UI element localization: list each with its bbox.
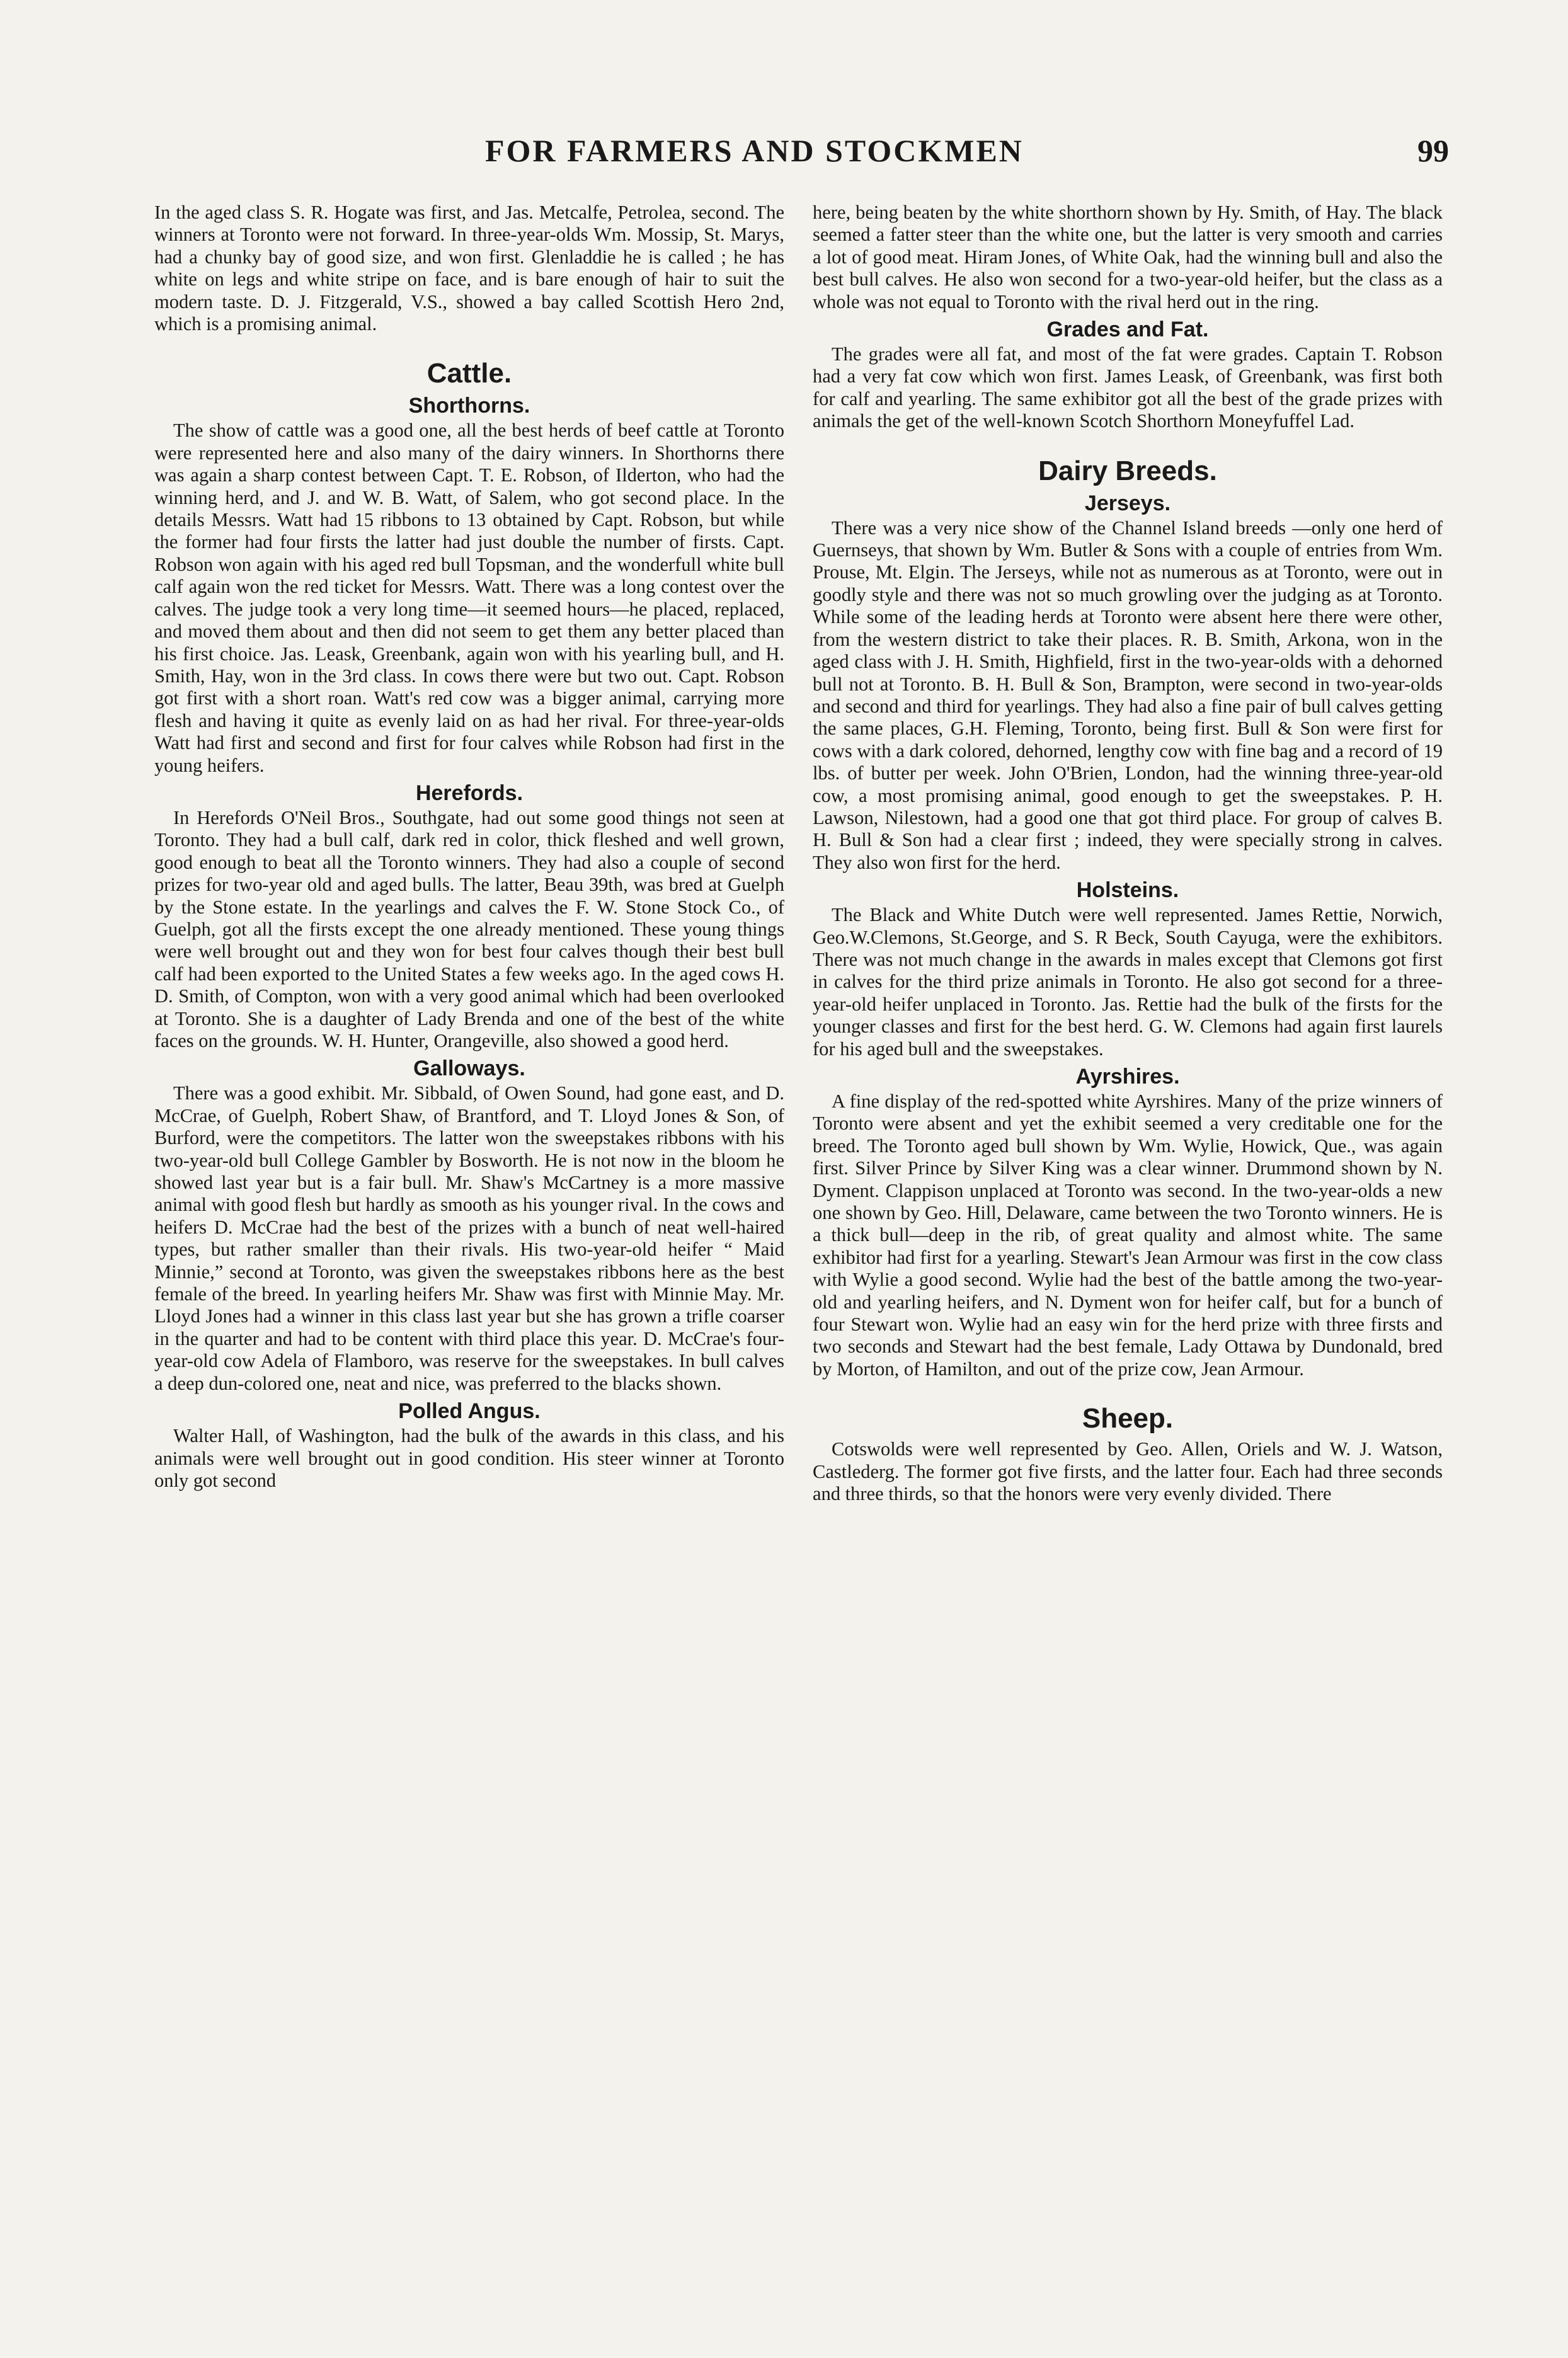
heading-holsteins: Holsteins.: [1076, 878, 1179, 903]
paragraph-polled-angus-continued: here, being beaten by the white shorthorn shown by Hy. Smith, of Hay. The black seemed a fatter steer than the white one, but the latter is very smooth and carries a lot of good meat. Hiram Jones, of White Oak, had the winning bull and also the best bull calves. He also won second for a two-year-old heifer, but the class as a whole was not equal to Toronto with the rival herd out in the ring.: [813, 202, 1443, 312]
paragraph-holsteins: The Black and White Dutch were well represented. James Rettie, Norwich, Geo.W.Clemons, St.George, and S. R Beck, South Cayuga, were the exhibitors. There was not much change in the awards in males except that Clemons got first in calves for the third prize animals in Toronto. He also got second for a three-year-old heifer unplaced in Toronto. Jas. Rettie had the bulk of the firsts for the younger classes and first for the best herd. G. W. Clemons had again first laurels for his aged bull and the sweepstakes.: [813, 904, 1443, 1060]
heading-cattle: Cattle.: [426, 358, 512, 389]
running-head: FOR FARMERS AND STOCKMEN: [485, 133, 1024, 168]
heading-dairy-breeds: Dairy Breeds.: [1038, 455, 1217, 486]
paragraph-horses-continued: In the aged class S. R. Hogate was first, and Jas. Metcalfe, Petrolea, second. The winners at Toronto were not forward. In three-year-olds Wm. Mossip, St. Marys, had a chunky bay of good size, and won first. Glenladdie he is called ; he has white on legs and white stripe on face, and is bare enough of hair to suit the modern taste. D. J. Fitzgerald, V.S., showed a bay called Scottish Hero 2nd, which is a promising animal.: [154, 202, 784, 335]
heading-ayrshires: Ayrshires.: [1075, 1065, 1180, 1089]
paragraph-shorthorns: The show of cattle was a good one, all the best herds of beef cattle at Toronto were represented here and also many of the dairy winners. In Shorthorns there was again a sharp contest between Capt. T. E. Robson, of Ilderton, who had the winning herd, and J. and W. B. Watt, of Salem, who got second place. In the details Messrs. Watt had 15 ribbons to 13 obtained by Capt. Robson, but while the former had four firsts the latter had just double the number of firsts. Capt. Robson won again with his aged red bull Topsman, and the wonderfull white bull calf again won the red ticket for Messrs. Watt. There was a long contest over the calves. The judge took a very long time—it seemed hours—he placed, replaced, and moved them about and then did not seem to get them any better placed than his first choice. Jas. Leask, Greenbank, again won with his yearling bull, and H. Smith, Hay, won in the 3rd class. In cows there were but two out. Capt. Robson got first with a short roan. Watt's red cow was a bigger animal, carrying more flesh and having it quite as evenly laid on as had her rival. For three-year-olds Watt had first and second and first for four calves while Robson had first in the young heifers.: [154, 420, 784, 776]
paragraph-jerseys: There was a very nice show of the Channel Island breeds —only one herd of Guernseys, that shown by Wm. Butler & Sons with a couple of entries from Wm. Prouse, Mt. Elgin. The Jerseys, while not as numerous as at Toronto, were out in goodly style and there was not so much growling over the judging as at Toronto. While some of the leading herds at Toronto were absent here there were other, from the western district to take their places. R. B. Smith, Arkona, won in the aged class with J. H. Smith, Highfield, first in the two-year-olds with a dehorned bull not at Toronto. B. H. Bull & Son, Brampton, were second in two-year-olds and second and third for yearlings. They had also a fine pair of bull calves getting the same places, G.H. Fleming, Toronto, being first. Bull & Son were first for cows with a dark colored, dehorned, lengthy cow with fine bag and a record of 19 lbs. of butter per week. John O'Brien, London, had the winning three-year-old cow, a most promising animal, good enough to get the sweepstakes. P. H. Lawson, Nilestown, had a good one that got third place. For group of calves B. H. Bull & Son had a clear first ; indeed, they were specially strong in calves. They also won first for the herd.: [813, 517, 1443, 873]
page-number: 99: [1417, 133, 1449, 168]
heading-jerseys: Jerseys.: [1084, 491, 1171, 515]
paragraph-grades-and-fat: The grades were all fat, and most of the fat were grades. Captain T. Robson had a very fat cow which won first. James Leask, of Greenbank, was first both for calf and yearling. The same exhibitor got all the best of the grade prizes with animals the get of the well-known Scotch Shorthorn Moneyfuffel Lad.: [813, 343, 1443, 432]
left-column: [154, 202, 784, 1492]
page-header: [157, 132, 1449, 183]
paragraph-polled-angus: Walter Hall, of Washington, had the bulk of the awards in this class, and his animals were well brought out in good condition. His steer winner at Toronto only got second: [154, 1425, 784, 1491]
heading-shorthorns: Shorthorns.: [408, 394, 530, 418]
paragraph-ayrshires: A fine display of the red-spotted white Ayrshires. Many of the prize winners of Toronto were absent and yet the exhibit seemed a very creditable one for the breed. The Toronto aged bull shown by Wm. Wylie, Howick, Que., was again first. Silver Prince by Silver King was a clear winner. Drummond shown by N. Dyment. Clappison unplaced at Toronto was second. In the two-year-olds a new one shown by Geo. Hill, Delaware, came between the two Toronto winners. He is a thick bull—deep in the rib, of great quality and almost white. The same exhibitor had first for a yearling. Stewart's Jean Armour was first in the cow class with Wylie a good second. Wylie had the best of the battle among the two-year-old and yearling heifers, and N. Dyment won for heifer calf, but for a bunch of four Stewart won. Wylie had an easy win for the herd prize with three firsts and two seconds and Stewart had the best female, Lady Ottawa by Dundonald, bred by Morton, of Hamilton, and out of the prize cow, Jean Armour.: [813, 1090, 1443, 1380]
right-column: [813, 202, 1443, 1506]
paragraph-sheep: Cotswolds were well represented by Geo. Allen, Oriels and W. J. Watson, Castlederg. The former got five firsts, and the latter four. Each had three seconds and three thirds, so that the honors were very evenly divided. There: [813, 1438, 1443, 1505]
heading-herefords: Herefords.: [415, 781, 524, 805]
paragraph-herefords: In Herefords O'Neil Bros., Southgate, had out some good things not seen at Toronto. They had a bull calf, dark red in color, thick fleshed and well grown, good enough to beat all the Toronto winners. They had also a couple of second prizes for two-year old and aged bulls. The latter, Beau 39th, was bred at Guelph by the Stone estate. In the yearlings and calves the F. W. Stone Stock Co., of Guelph, got all the firsts except the one already mentioned. These young things were well brought out and they won for best four calves though their best bull calf had been exported to the United States a few weeks ago. In the aged cows H. D. Smith, of Compton, won with a very good animal which had been overlooked at Toronto. She is a daughter of Lady Brenda and one of the best of the white faces on the grounds. W. H. Hunter, Orangeville, also showed a good herd.: [154, 806, 784, 1051]
heading-sheep: Sheep.: [1082, 1403, 1174, 1434]
paragraph-galloways: There was a good exhibit. Mr. Sibbald, of Owen Sound, had gone east, and D. McCrae, of Guelph, Robert Shaw, of Brantford, and T. Lloyd Jones & Son, of Burford, were the competitors. The latter won the sweepstakes ribbons with his two-year-old bull College Gambler by Bosworth. He is not now in the bloom he showed last year but is a fair bull. Mr. Shaw's McCartney is a more massive animal with good flesh but hardly as smooth as his younger rival. In the cows and heifers D. McCrae had the best of the prizes with a bunch of neat well-haired types, but rather smaller than their rivals. His two-year-old heifer “ Maid Minnie,” second at Toronto, was given the sweepstakes ribbons here as the best female of the breed. In yearling heifers Mr. Shaw was first with Minnie May. Mr. Lloyd Jones had a winner in this class last year but she has grown a trifle coarser in the quarter and had to be content with third place this year. D. McCrae's four-year-old cow Adela of Flamboro, was reserve for the sweepstakes. In bull calves a deep dun-colored one, neat and nice, was preferred to the blacks shown.: [154, 1082, 784, 1394]
heading-polled-angus: Polled Angus.: [398, 1399, 541, 1424]
heading-galloways: Galloways.: [413, 1056, 525, 1081]
heading-grades-and-fat: Grades and Fat.: [1046, 318, 1209, 342]
